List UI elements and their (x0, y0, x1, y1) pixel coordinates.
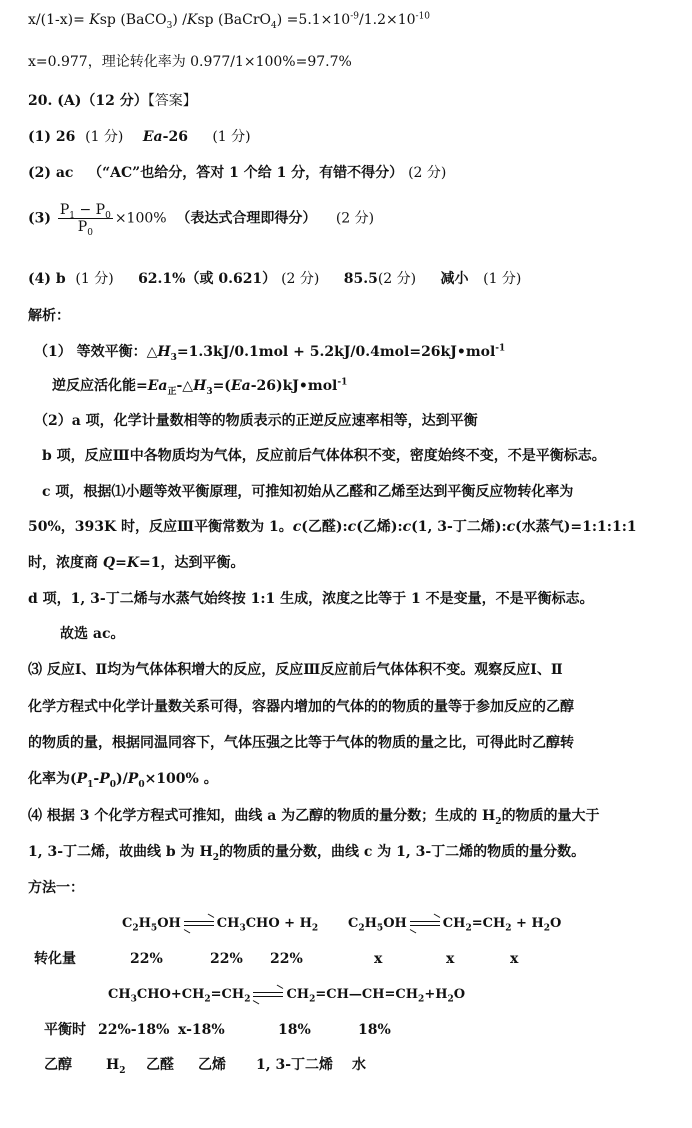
equilibrium-arrow-icon (184, 919, 214, 929)
line-ksp-ratio: x/(1-x)= Ksp (BaCO$_3$) /Ksp (BaCrO$_4$) $=5.1\times 10^{-9}/1.2\times 10^{-10}$ (28, 11, 431, 31)
answer-4: (4) b (1 分) 62.1%（或 0.621） (2 分) 85.5(2 分) 减小 (1 分) (28, 271, 522, 287)
analysis-3a: ⑶ 反应Ⅰ、Ⅱ均为气体体积增大的反应，反应Ⅲ反应前后气体体积不变。观察反应Ⅰ、Ⅱ (28, 662, 563, 678)
analysis-heading: 解析： (28, 308, 70, 324)
answer-1: (1) 26 (1 分) Ea-26 (1 分) (28, 129, 251, 145)
analysis-2d: d 项，1, 3-丁二烯与水蒸气始终按 1:1 生成，浓度之比等于 1 不是变量，不是平衡标志。 (28, 591, 594, 607)
answer-3: (3) $\frac{P_1 - P_0}{P_0}$ ×100% （表达式合理即得分） (2 分) (28, 202, 375, 238)
analysis-2c-end: 时，浓度商 Q=K=1，达到平衡。 (28, 555, 245, 571)
analysis-4b: 1, 3-丁二烯，故曲线 b 为 $H_2$的物质的量分数，曲线 c 为 1, 3-丁二烯的物质的量分数。 (28, 844, 586, 863)
analysis-4a: ⑷ 根据 3 个化学方程式可推知，曲线 a 为乙醇的物质的量分数；生成的 $H_2$的物质的量大于 (28, 808, 600, 827)
equation-1: $C_2H_5OH$ $CH_3CHO + H_2$ (122, 914, 318, 934)
equation-2: $C_2H_5OH$ $CH_2=CH_2 + H_2O$ (348, 914, 561, 934)
answer-2: (2) ac （“AC”也给分，答对 1 个给 1 分，有错不得分） (2 分) (28, 165, 447, 181)
line-conversion: x=0.977，理论转化率为 0.977/1×100%=97.7% (28, 54, 352, 70)
analysis-1b: 逆反应活化能$=Ea_正-\triangle H_3=(Ea-26)kJ•mol^{-1}$ (52, 377, 348, 397)
analysis-1a: （1） 等效平衡：$\triangle H_3=1.3kJ/0.1mol$ + 5.2kJ/0.4mol=26kJ•mol$^{-1}$ (34, 343, 506, 363)
question-20-header: 20. (A)（12 分）【答案】 (28, 93, 197, 109)
pressure-fraction: $\frac{P_1 - P_0}{P_0}$ (59, 202, 111, 238)
equilibrium-arrow-icon (253, 990, 283, 1000)
analysis-2b: b 项，反应Ⅲ中各物质均为气体，反应前后气体体积不变，密度始终不变，不是平衡标志。 (42, 448, 606, 464)
equilibrium-arrow-icon (410, 919, 440, 929)
analysis-3b: 化学方程式中化学计量数关系可得，容器内增加的气体的的物质的量等于参加反应的乙醇 (28, 699, 574, 715)
analysis-2a: （2）a 项，化学计量数相等的物质表示的正逆反应速率相等，达到平衡 (34, 413, 478, 429)
analysis-3d: 化率为$(P_1-P_0)/P_0\times 100\%$ 。 (28, 771, 218, 790)
analysis-2-choice: 故选 ac。 (60, 626, 125, 642)
method-one-heading: 方法一： (28, 880, 84, 896)
analysis-2c-cont: 50%，393K 时，反应Ⅲ平衡常数为 1。c(乙醛):c(乙烯):c(1, 3-丁二烯):c(水蒸气)=1:1:1:1 (28, 519, 637, 535)
equation-3: $CH_3CHO+CH_2=CH_2$ $CH_2=CH—CH=CH_2+H_2O$ (108, 985, 465, 1005)
analysis-3c: 的物质的量，根据同温同容下，气体压强之比等于气体的物质的量之比，可得此时乙醇转 (28, 735, 574, 751)
analysis-2c: c 项，根据⑴小题等效平衡原理，可推知初始从乙醛和乙烯至达到平衡反应物转化率为 (42, 484, 574, 500)
